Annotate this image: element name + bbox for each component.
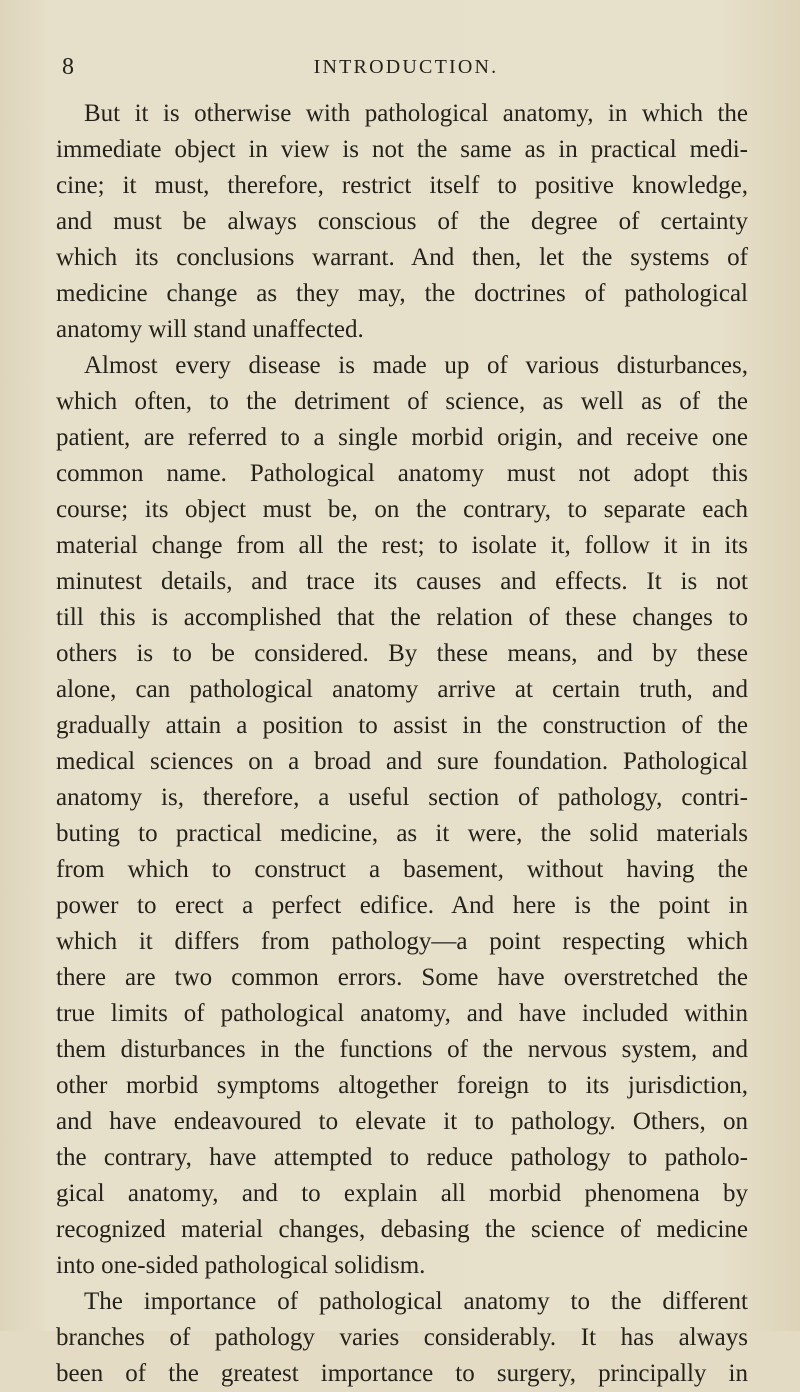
text-line: gical anatomy, and to explain all morbid phenomena by: [56, 1180, 748, 1207]
text-line: anatomy will stand unaffected.: [56, 316, 364, 343]
text-line: into one-sided pathological solidism.: [56, 1252, 426, 1279]
text-line: The importance of pathological anatomy to the different: [84, 1288, 748, 1315]
text-line: minutest details, and trace its causes and effects. It is not: [56, 568, 748, 595]
text-line: alone, can pathological anatomy arrive at certain truth, and: [56, 676, 748, 703]
text-line: branches of pathology varies considerably. It has always: [56, 1324, 748, 1351]
text-line: immediate object in view is not the same as in practical medi-: [56, 136, 748, 163]
text-line: material change from all the rest; to isolate it, follow it in its: [56, 532, 748, 559]
text-line: others is to be considered. By these means, and by these: [56, 640, 748, 667]
text-line: cine; it must, therefore, restrict itself to positive knowledge,: [56, 172, 748, 199]
text-line: which often, to the detriment of science, as well as of the: [56, 388, 748, 415]
text-line: course; its object must be, on the contrary, to separate each: [56, 496, 748, 523]
text-line: common name. Pathological anatomy must not adopt this: [56, 460, 748, 487]
text-line: anatomy is, therefore, a useful section of pathology, contri-: [56, 784, 748, 811]
text-line: true limits of pathological anatomy, and have included within: [56, 1000, 748, 1027]
page-header: [56, 54, 756, 84]
text-line: them disturbances in the functions of the nervous system, and: [56, 1036, 748, 1063]
text-line: there are two common errors. Some have overstretched the: [56, 964, 748, 991]
text-line: But it is otherwise with pathological anatomy, in which the: [84, 100, 748, 127]
text-line: been of the greatest importance to surgery, principally in: [56, 1360, 748, 1387]
text-line: which it differs from pathology—a point respecting which: [56, 928, 748, 955]
text-line: medicine change as they may, the doctrines of pathological: [56, 280, 748, 307]
text-line: other morbid symptoms altogether foreign to its jurisdiction,: [56, 1072, 748, 1099]
text-line: Almost every disease is made up of various disturbances,: [84, 352, 748, 379]
text-line: which its conclusions warrant. And then, let the systems of: [56, 244, 748, 271]
text-line: gradually attain a position to assist in the construction of the: [56, 712, 748, 739]
text-line: power to erect a perfect edifice. And here is the point in: [56, 892, 748, 919]
text-line: till this is accomplished that the relation of these changes to: [56, 604, 748, 631]
text-line: recognized material changes, debasing the science of medicine: [56, 1216, 748, 1243]
text-line: and have endeavoured to elevate it to pathology. Others, on: [56, 1108, 748, 1135]
page-number: 8: [62, 54, 75, 80]
text-line: and must be always conscious of the degree of certainty: [56, 208, 748, 235]
body-text: [56, 96, 748, 1392]
running-head: INTRODUCTION.: [313, 56, 499, 78]
text-line: the contrary, have attempted to reduce pathology to patholo-: [56, 1144, 748, 1171]
text-line: buting to practical medicine, as it were, the solid materials: [56, 820, 748, 847]
text-line: from which to construct a basement, without having the: [56, 856, 748, 883]
text-line: patient, are referred to a single morbid origin, and receive one: [56, 424, 748, 451]
text-line: medical sciences on a broad and sure foundation. Pathological: [56, 748, 748, 775]
